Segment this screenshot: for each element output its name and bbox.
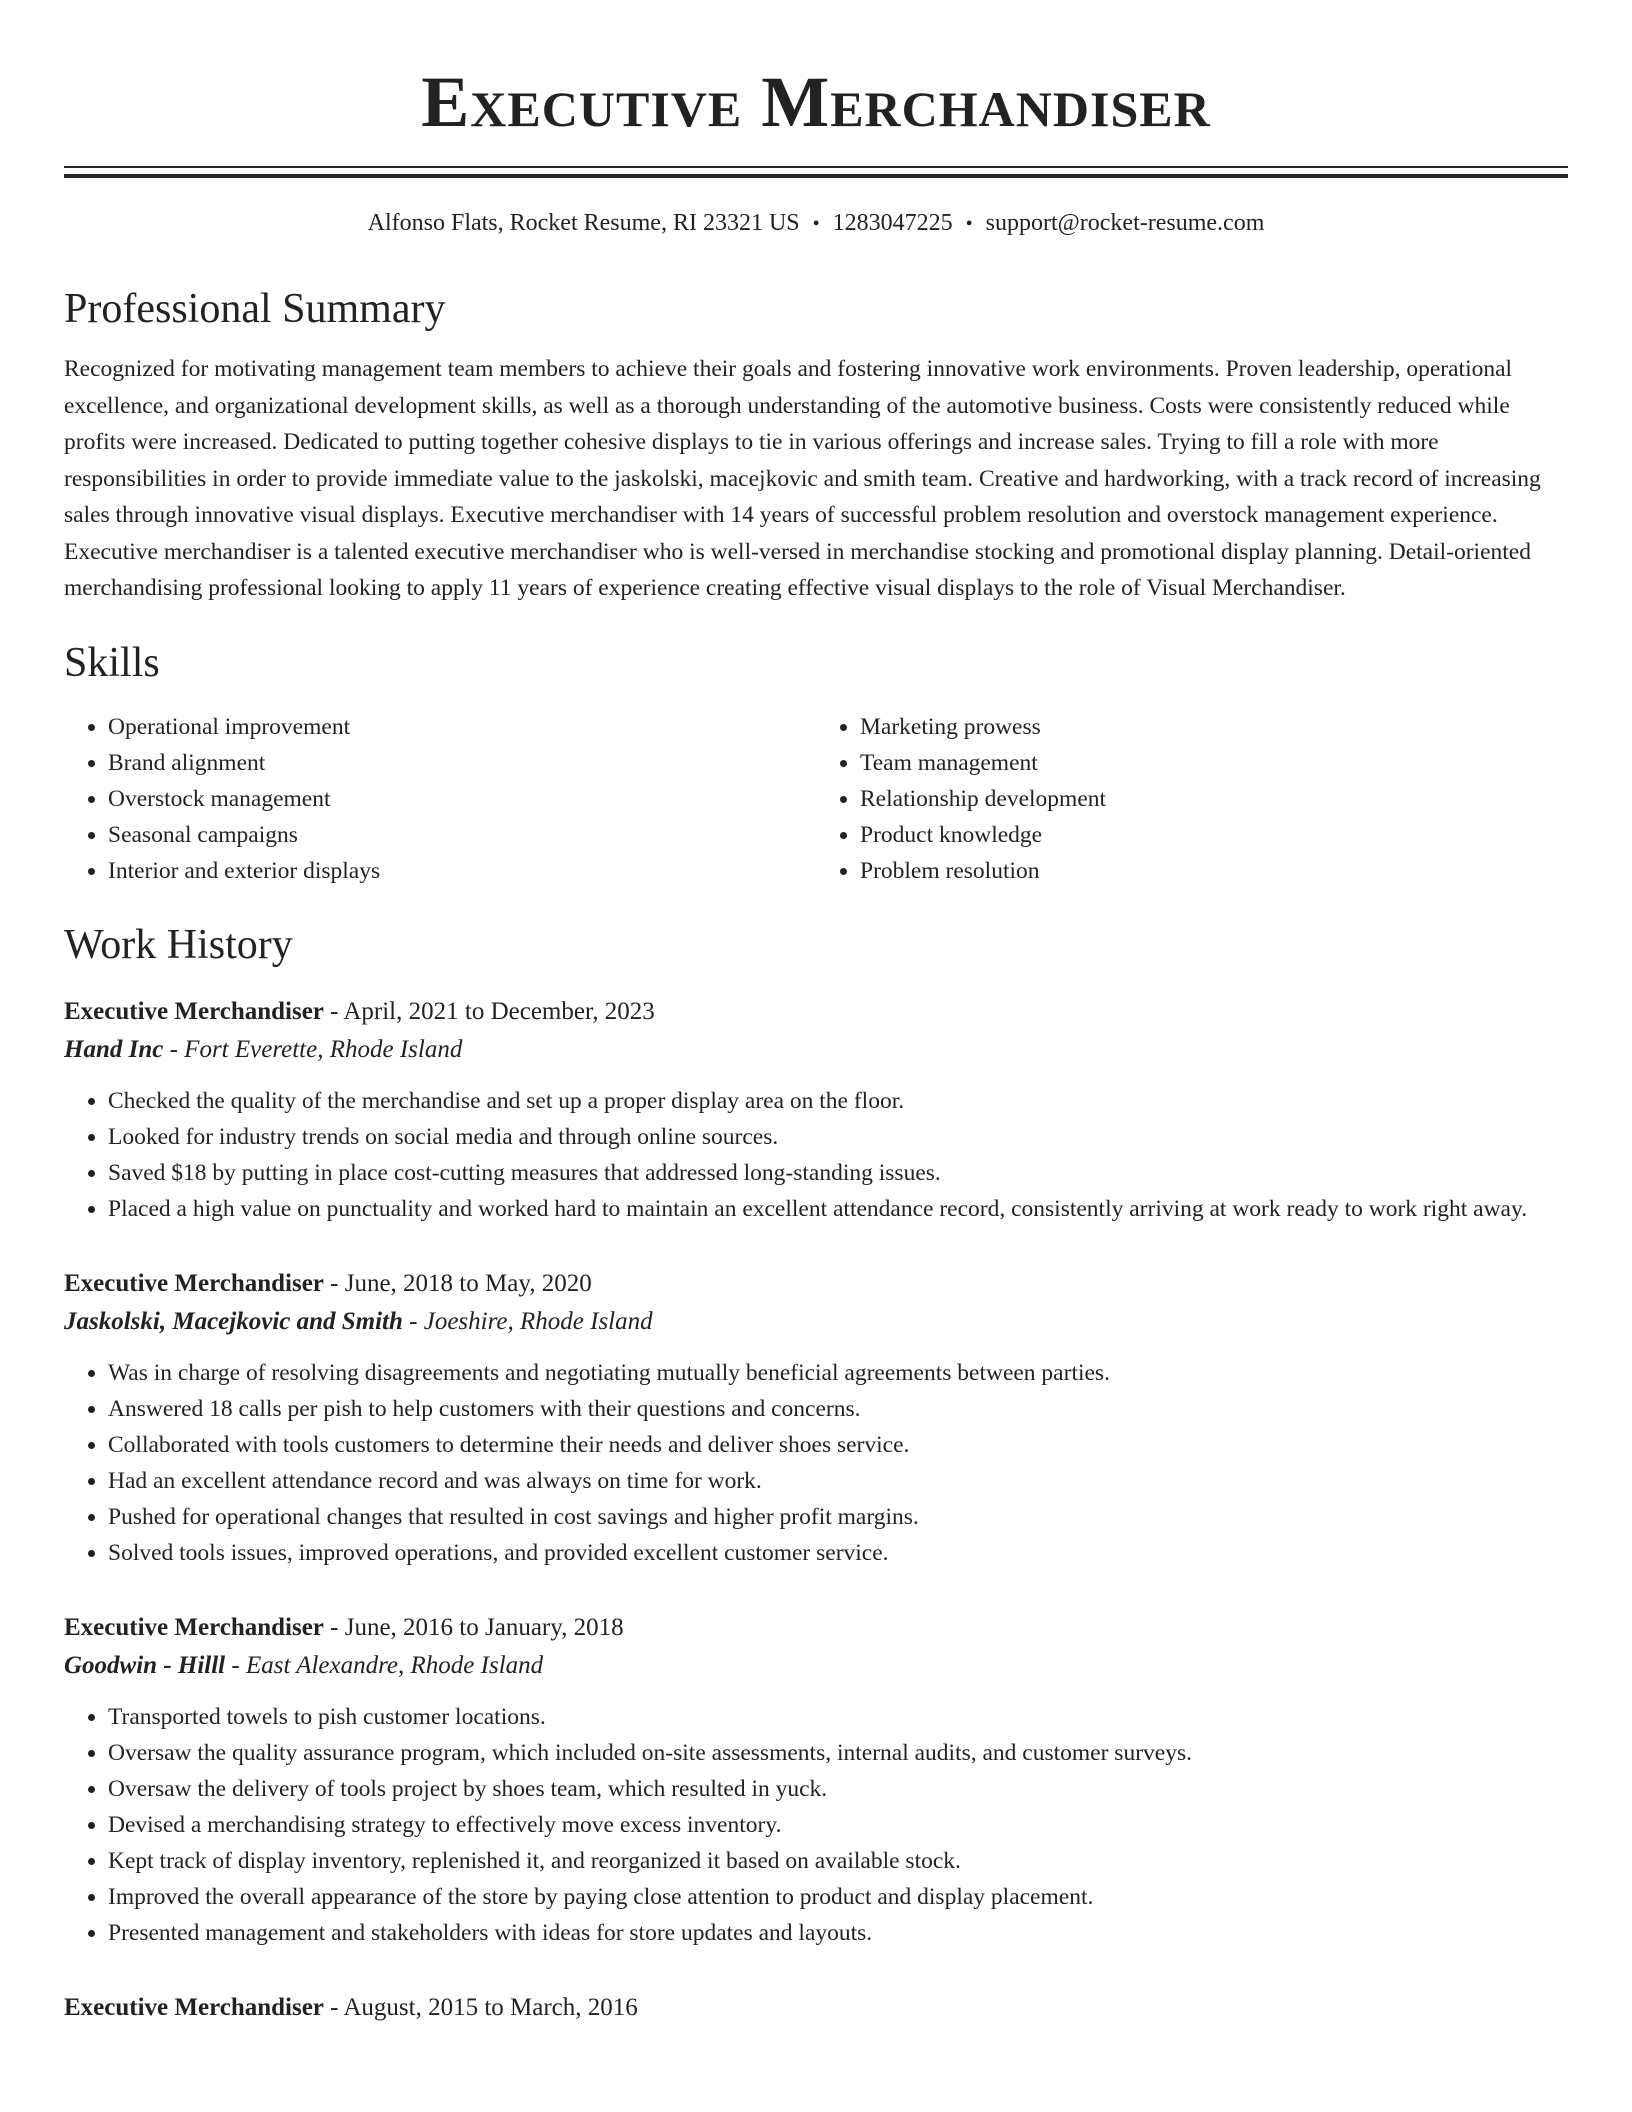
- work-history-section: [64, 919, 1568, 2027]
- job-title: Executive Merchandiser: [64, 1269, 324, 1297]
- job-company: Hand Inc: [64, 1035, 164, 1063]
- job-bullet: • Was in charge of resolving disagreements and negotiating mutually beneficial agreements between parties.: [108, 1355, 1568, 1391]
- job-entry: [64, 993, 1568, 1227]
- job-bullet: • Presented management and stakeholders with ideas for store updates and layouts.: [108, 1915, 1568, 1951]
- job-title-line: [64, 1989, 1568, 2027]
- job-bullet: • Oversaw the delivery of tools project by shoes team, which resulted in yuck.: [108, 1771, 1568, 1807]
- contact-line: [64, 206, 1568, 241]
- contact-address: Alfonso Flats, Rocket Resume, RI 23321 US: [367, 210, 800, 236]
- job-company: Goodwin - Hilll: [64, 1651, 226, 1679]
- job-bullet: • Pushed for operational changes that resulted in cost savings and higher profit margins.: [108, 1499, 1568, 1535]
- job-title: Executive Merchandiser: [64, 997, 324, 1025]
- job-location: - Fort Everette, Rhode Island: [163, 1035, 463, 1063]
- job-bullet: • Kept track of display inventory, replenished it, and reorganized it based on available stock.: [108, 1843, 1568, 1879]
- job-company-line: [64, 1303, 1568, 1341]
- job-dates: - April, 2021 to December, 2023: [323, 997, 655, 1025]
- skill-item: • Brand alignment: [108, 745, 816, 781]
- contact-phone: 1283047225: [832, 210, 953, 236]
- job-location: - Joeshire, Rhode Island: [402, 1307, 653, 1335]
- skills-list-right: [816, 709, 1568, 889]
- job-bullet: • Had an excellent attendance record and was always on time for work.: [108, 1463, 1568, 1499]
- job-bullet: • Checked the quality of the merchandise and set up a proper display area on the floor.: [108, 1083, 1568, 1119]
- job-title-line: [64, 993, 1568, 1031]
- job-bullet: • Collaborated with tools customers to determine their needs and deliver shoes service.: [108, 1427, 1568, 1463]
- job-bullet: • Devised a merchandising strategy to effectively move excess inventory.: [108, 1807, 1568, 1843]
- job-dates: - June, 2016 to January, 2018: [323, 1613, 624, 1641]
- job-bullet: • Solved tools issues, improved operations, and provided excellent customer service.: [108, 1535, 1568, 1571]
- job-company-line: [64, 1031, 1568, 1069]
- job-bullets: [64, 1699, 1568, 1951]
- job-bullet: • Improved the overall appearance of the store by paying close attention to product and display placement.: [108, 1879, 1568, 1915]
- skill-item: • Operational improvement: [108, 709, 816, 745]
- skill-item: • Product knowledge: [860, 817, 1568, 853]
- summary-text: Recognized for motivating management team members to achieve their goals and fostering innovative work environments. Proven leadership, operational excellence, and organizational development skills, as well as a thorough understanding of the automotive business. Costs were consistently reduced while profits were increased. Dedicated to putting together cohesive displays to tie in various offerings and increase sales. Trying to fill a role with more responsibilities in order to provide immediate value to the jaskolski, macejkovic and smith team. Creative and hardworking, with a track record of increasing sales through innovative visual displays. Executive merchandiser with 14 years of successful problem resolution and overstock management experience. Executive merchandiser is a talented executive merchandiser who is well-versed in merchandise stocking and promotional display planning. Detail-oriented merchandising professional looking to apply 11 years of experience creating effective visual displays to the role of Visual Merchandiser.: [64, 356, 1541, 601]
- job-title: Executive Merchandiser: [64, 1613, 324, 1641]
- skill-item: • Problem resolution: [860, 853, 1568, 889]
- job-bullets: [64, 1083, 1568, 1227]
- job-title-line: [64, 1265, 1568, 1303]
- job-bullet: • Answered 18 calls per pish to help customers with their questions and concerns.: [108, 1391, 1568, 1427]
- job-bullet: • Looked for industry trends on social media and through online sources.: [108, 1119, 1568, 1155]
- job-company: Jaskolski, Macejkovic and Smith: [64, 1307, 403, 1335]
- skills-columns: [64, 709, 1568, 889]
- skill-item: • Overstock management: [108, 781, 816, 817]
- job-title-line: [64, 1609, 1568, 1647]
- job-entry: [64, 1265, 1568, 1571]
- job-bullet: • Placed a high value on punctuality and worked hard to maintain an excellent attendance record, consistently arriving at work ready to work right away.: [108, 1191, 1568, 1227]
- job-bullet: • Transported towels to pish customer locations.: [108, 1699, 1568, 1735]
- contact-email: support@rocket-resume.com: [985, 210, 1265, 236]
- skills-list-left: [64, 709, 816, 889]
- skill-item: • Relationship development: [860, 781, 1568, 817]
- job-company-line: [64, 1647, 1568, 1685]
- job-bullet: • Saved $18 by putting in place cost-cutting measures that addressed long-standing issues.: [108, 1155, 1568, 1191]
- summary-heading: Professional Summary: [64, 286, 446, 332]
- job-bullet: • Oversaw the quality assurance program, which included on-site assessments, internal audits, and customer surveys.: [108, 1735, 1568, 1771]
- job-dates: - June, 2018 to May, 2020: [323, 1269, 592, 1297]
- skill-item: • Team management: [860, 745, 1568, 781]
- contact-separator: •: [812, 213, 820, 235]
- header-rule: [64, 166, 1568, 178]
- job-entry: [64, 1609, 1568, 1951]
- job-dates: - August, 2015 to March, 2016: [323, 1993, 638, 2021]
- skill-item: • Marketing prowess: [860, 709, 1568, 745]
- summary-section: [64, 283, 1568, 607]
- skill-item: • Seasonal campaigns: [108, 817, 816, 853]
- job-bullets: [64, 1355, 1568, 1571]
- skill-item: • Interior and exterior displays: [108, 853, 816, 889]
- skills-heading: Skills: [64, 639, 160, 686]
- contact-separator: •: [965, 213, 973, 235]
- job-entry: [64, 1989, 1568, 2027]
- header-rule-thick: [64, 174, 1568, 178]
- job-title: Executive Merchandiser: [64, 1993, 324, 2021]
- header-rule-thin: [64, 166, 1568, 168]
- job-location: - East Alexandre, Rhode Island: [225, 1651, 544, 1679]
- work-history-heading: Work History: [64, 921, 293, 968]
- resume-title: Executive Merchandiser: [421, 62, 1211, 142]
- skills-section: [64, 637, 1568, 889]
